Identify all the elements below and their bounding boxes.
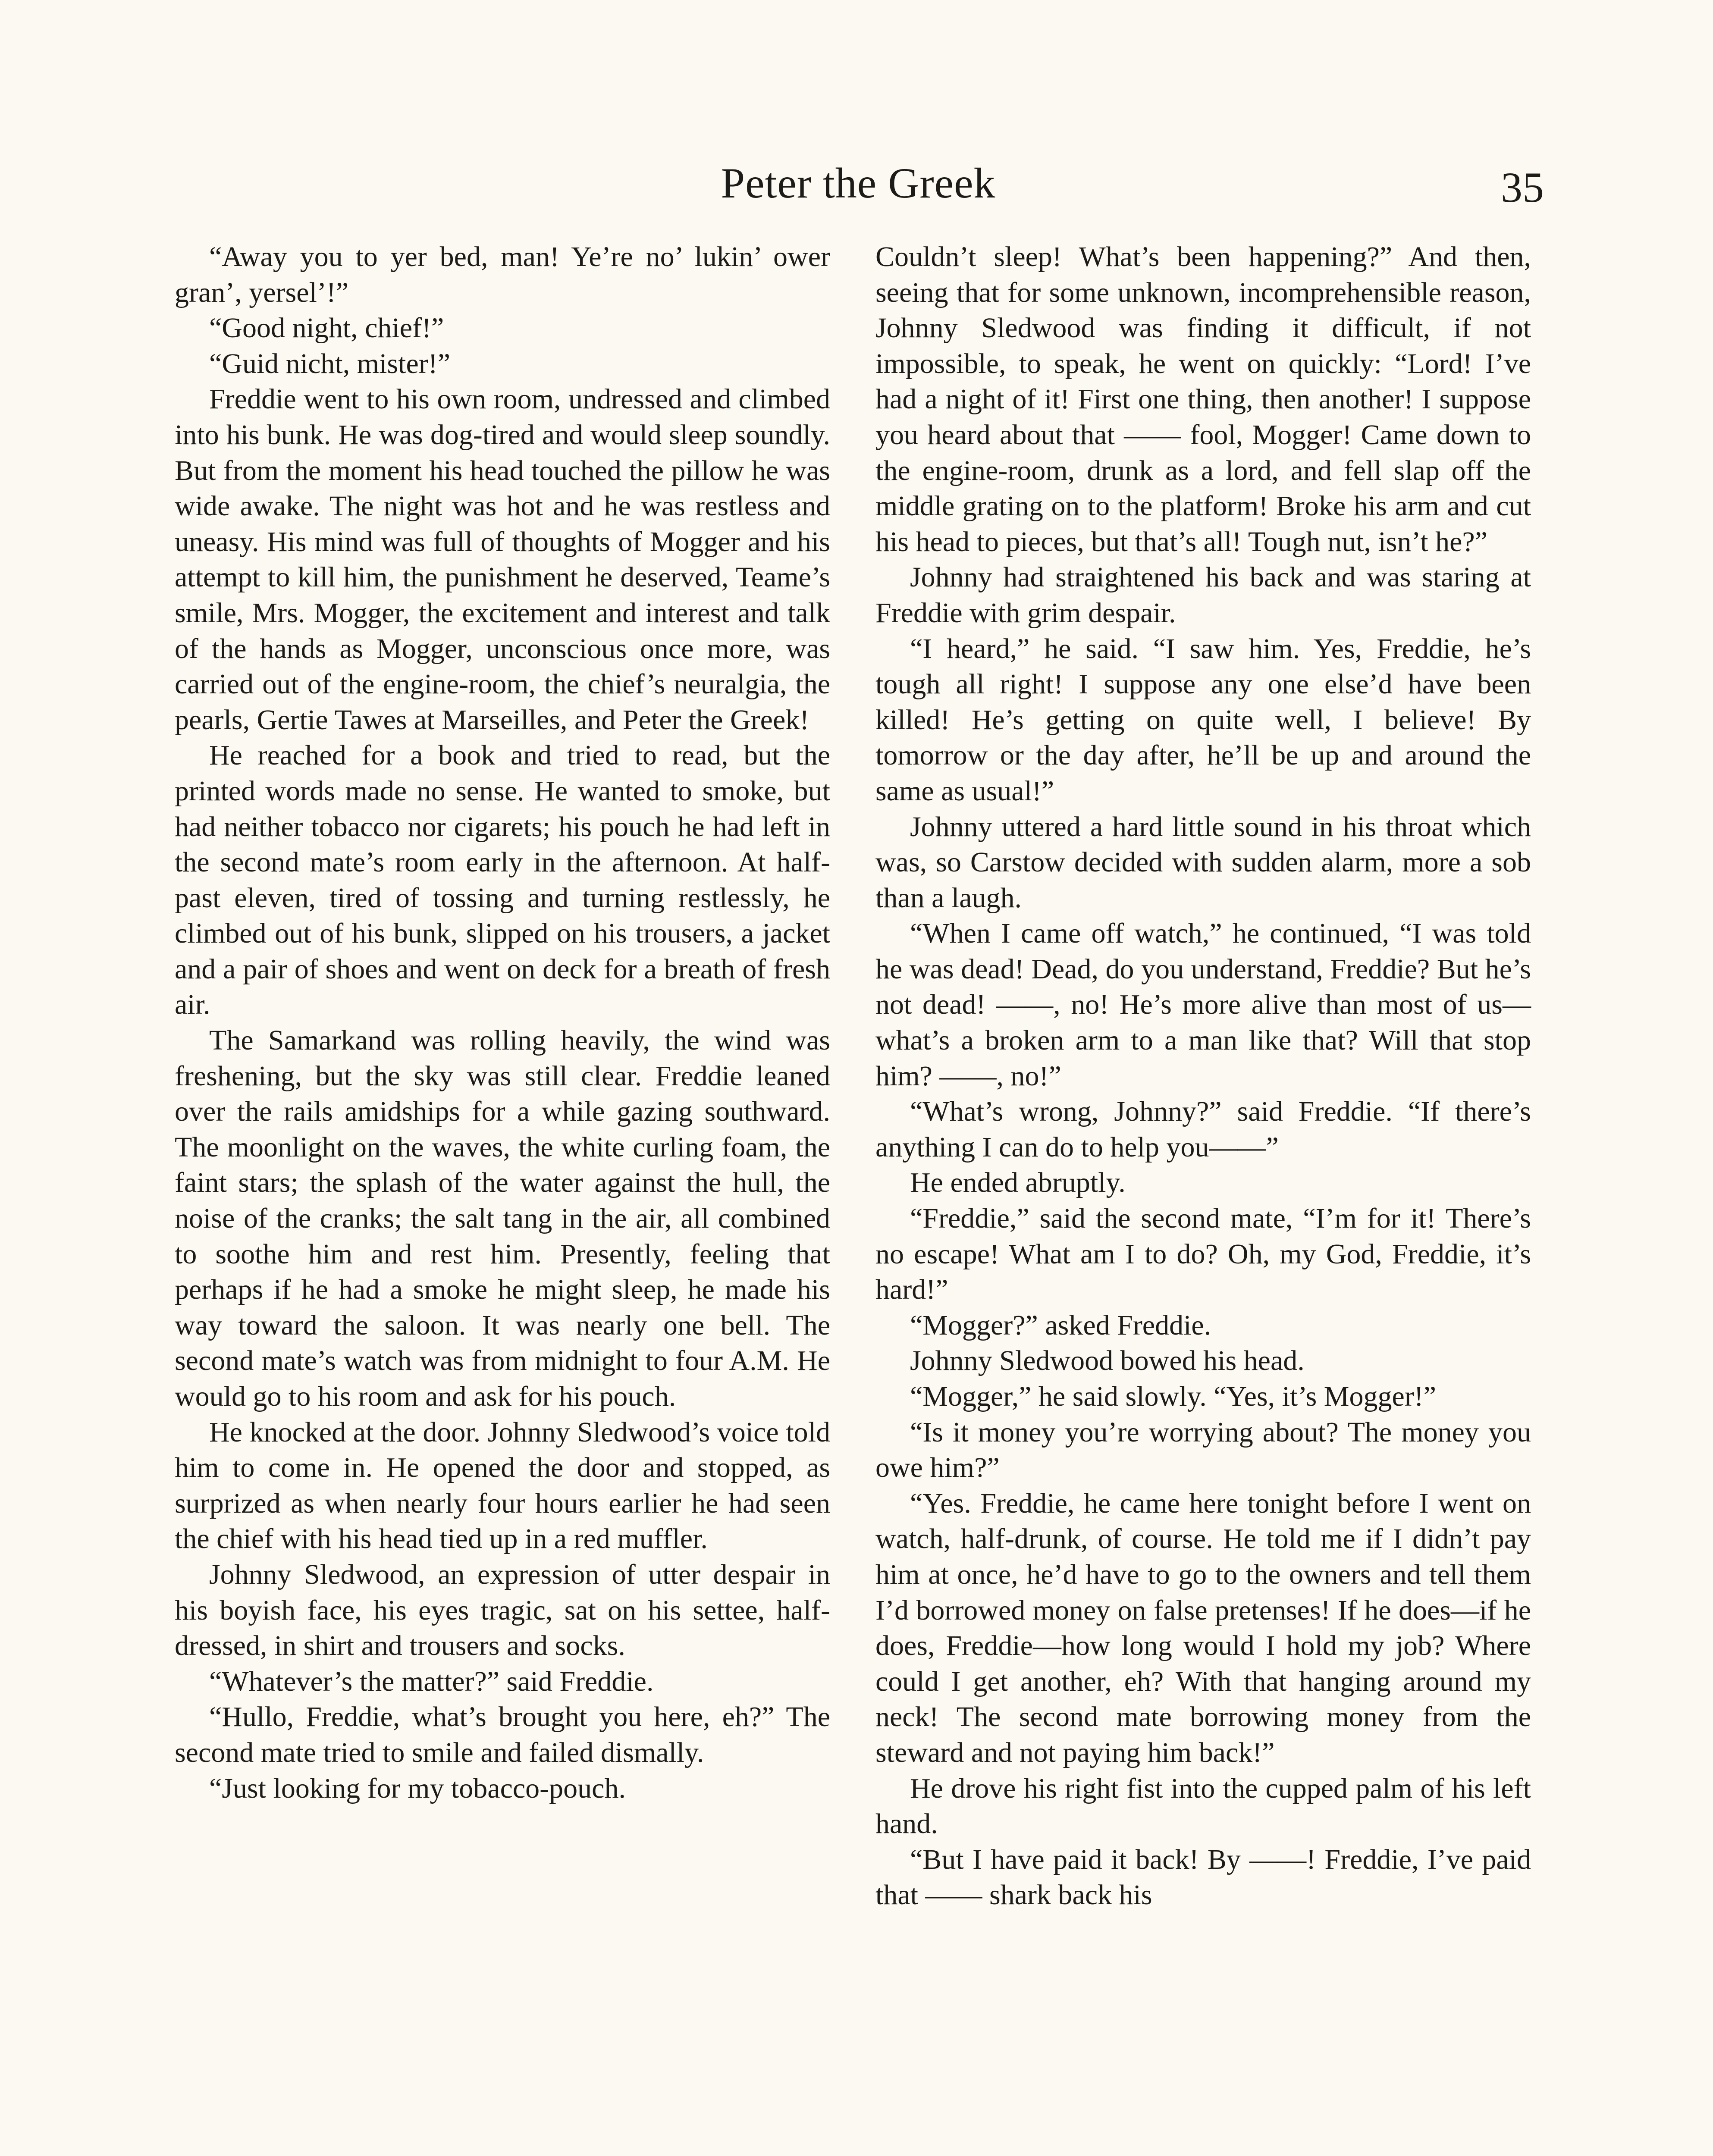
- paragraph: “I heard,” he said. “I saw him. Yes, Freddie, he’s tough all right! I suppose any one else’d have been killed! He’s getting on quite well, I believe! By tomorrow or the day after, he’ll be up and around the same as usual!”: [875, 633, 1531, 807]
- paragraph: “Is it money you’re worrying about? The money you owe him?”: [875, 1416, 1531, 1484]
- paragraph: He drove his right fist into the cupped palm of his left hand.: [875, 1772, 1531, 1840]
- paragraph-continued: Couldn’t sleep! What’s been happening?” And then, seeing that for some unknown, incomprehensible reason, Johnny Sledwood was finding it difficult, if not impossible, to speak, he went on quickly: “Lord! I’ve had a night of it! First one thing, then another! I suppose you heard about that —— fool, Mogger! Came down to the engine-room, drunk as a lord, and fell slap off the middle grating on to the platform! Broke his arm and cut his head to pieces, but that’s all! Tough nut, isn’t he?”: [875, 241, 1531, 558]
- paragraph: Johnny had straightened his back and was staring at Freddie with grim despair.: [875, 561, 1531, 629]
- paragraph: The Samarkand was rolling heavily, the wind was freshening, but the sky was still clear. Freddie leaned over the rails amidships for a while gazing southward. The moonlight on the waves, the white curling foam, the faint stars; the splash of the water against the hull, the noise of the cranks; the salt tang in the air, all combined to soothe him and rest him. Presently, feeling that perhaps if he had a smoke he might sleep, he made his way toward the saloon. It was nearly one bell. The second mate’s watch was from midnight to four A.M. He would go to his room and ask for his pouch.: [175, 1025, 830, 1412]
- paragraph: “Yes. Freddie, he came here tonight before I went on watch, half-drunk, of course. He told me if I didn’t pay him at once, he’d have to go to the owners and tell them I’d borrowed money on false pretenses! If he does—if he does, Freddie—how long would I hold my job? Where could I get another, eh? With that hanging around my neck! The second mate borrowing money from the steward and not paying him back!”: [875, 1487, 1531, 1768]
- page-number: 35: [1501, 163, 1544, 211]
- paragraph: Freddie went to his own room, undressed and climbed into his bunk. He was dog-tired and would sleep soundly. But from the moment his head touched the pillow he was wide awake. The night was hot and he was restless and uneasy. His mind was full of thoughts of Mogger and his attempt to kill him, the punishment he deserved, Teame’s smile, Mrs. Mogger, the excitement and interest and talk of the hands as Mogger, unconscious once more, was carried out of the engine-room, the chief’s neuralgia, the pearls, Gertie Tawes at Marseilles, and Peter the Greek!: [175, 383, 830, 736]
- paragraph: Johnny Sledwood bowed his head.: [910, 1345, 1305, 1377]
- paragraph: “But I have paid it back! By ——! Freddie, I’ve paid that —— shark back his: [875, 1843, 1531, 1911]
- paragraph: “Whatever’s the matter?” said Freddie.: [209, 1665, 654, 1697]
- paragraph: “Mogger,” he said slowly. “Yes, it’s Mogger!”: [910, 1381, 1437, 1412]
- paragraph: He knocked at the door. Johnny Sledwood’s voice told him to come in. He opened the door and stopped, as surprized as when nearly four hours earlier he had seen the chief with his head tied up in a red muffler.: [175, 1416, 830, 1555]
- page-header: [173, 151, 1544, 216]
- paragraph: He reached for a book and tried to read, but the printed words made no sense. He wanted to smoke, but had neither tobacco nor cigarets; his pouch he had left in the second mate’s room early in the afternoon. At half-past eleven, tired of tossing and turning restlessly, he climbed out of his bunk, slipped on his trousers, a jacket and a pair of shoes and went on deck for a breath of fresh air.: [175, 740, 830, 1021]
- paragraph: “When I came off watch,” he continued, “I was told he was dead! Dead, do you understand, Freddie? But he’s not dead! ——, no! He’s more alive than most of us—what’s a broken arm to a man like that? Will that stop him? ——, no!”: [875, 918, 1531, 1092]
- paragraph: “Good night, chief!”: [209, 312, 444, 344]
- right-column: [875, 239, 1531, 1913]
- paragraph: Johnny Sledwood, an expression of utter despair in his boyish face, his eyes tragic, sat on his settee, half-dressed, in shirt and trousers and socks.: [175, 1558, 830, 1662]
- paragraph: “Freddie,” said the second mate, “I’m for it! There’s no escape! What am I to do? Oh, my God, Freddie, it’s hard!”: [875, 1203, 1531, 1306]
- paragraph: “Away you to yer bed, man! Ye’re no’ lukin’ ower gran’, yersel’!”: [175, 241, 830, 308]
- paragraph: “Just looking for my tobacco-pouch.: [209, 1772, 626, 1804]
- paragraph: Johnny uttered a hard little sound in his throat which was, so Carstow decided with sudden alarm, more a sob than a laugh.: [875, 811, 1531, 914]
- paragraph: He ended abruptly.: [910, 1167, 1126, 1199]
- paragraph: “Hullo, Freddie, what’s brought you here, eh?” The second mate tried to smile and failed dismally.: [175, 1701, 830, 1768]
- paragraph: “What’s wrong, Johnny?” said Freddie. “If there’s anything I can do to help you——”: [875, 1096, 1531, 1163]
- left-column: [175, 239, 830, 1806]
- paragraph: “Mogger?” asked Freddie.: [910, 1309, 1211, 1341]
- running-title: Peter the Greek: [721, 159, 996, 207]
- paragraph: “Guid nicht, mister!”: [209, 348, 451, 379]
